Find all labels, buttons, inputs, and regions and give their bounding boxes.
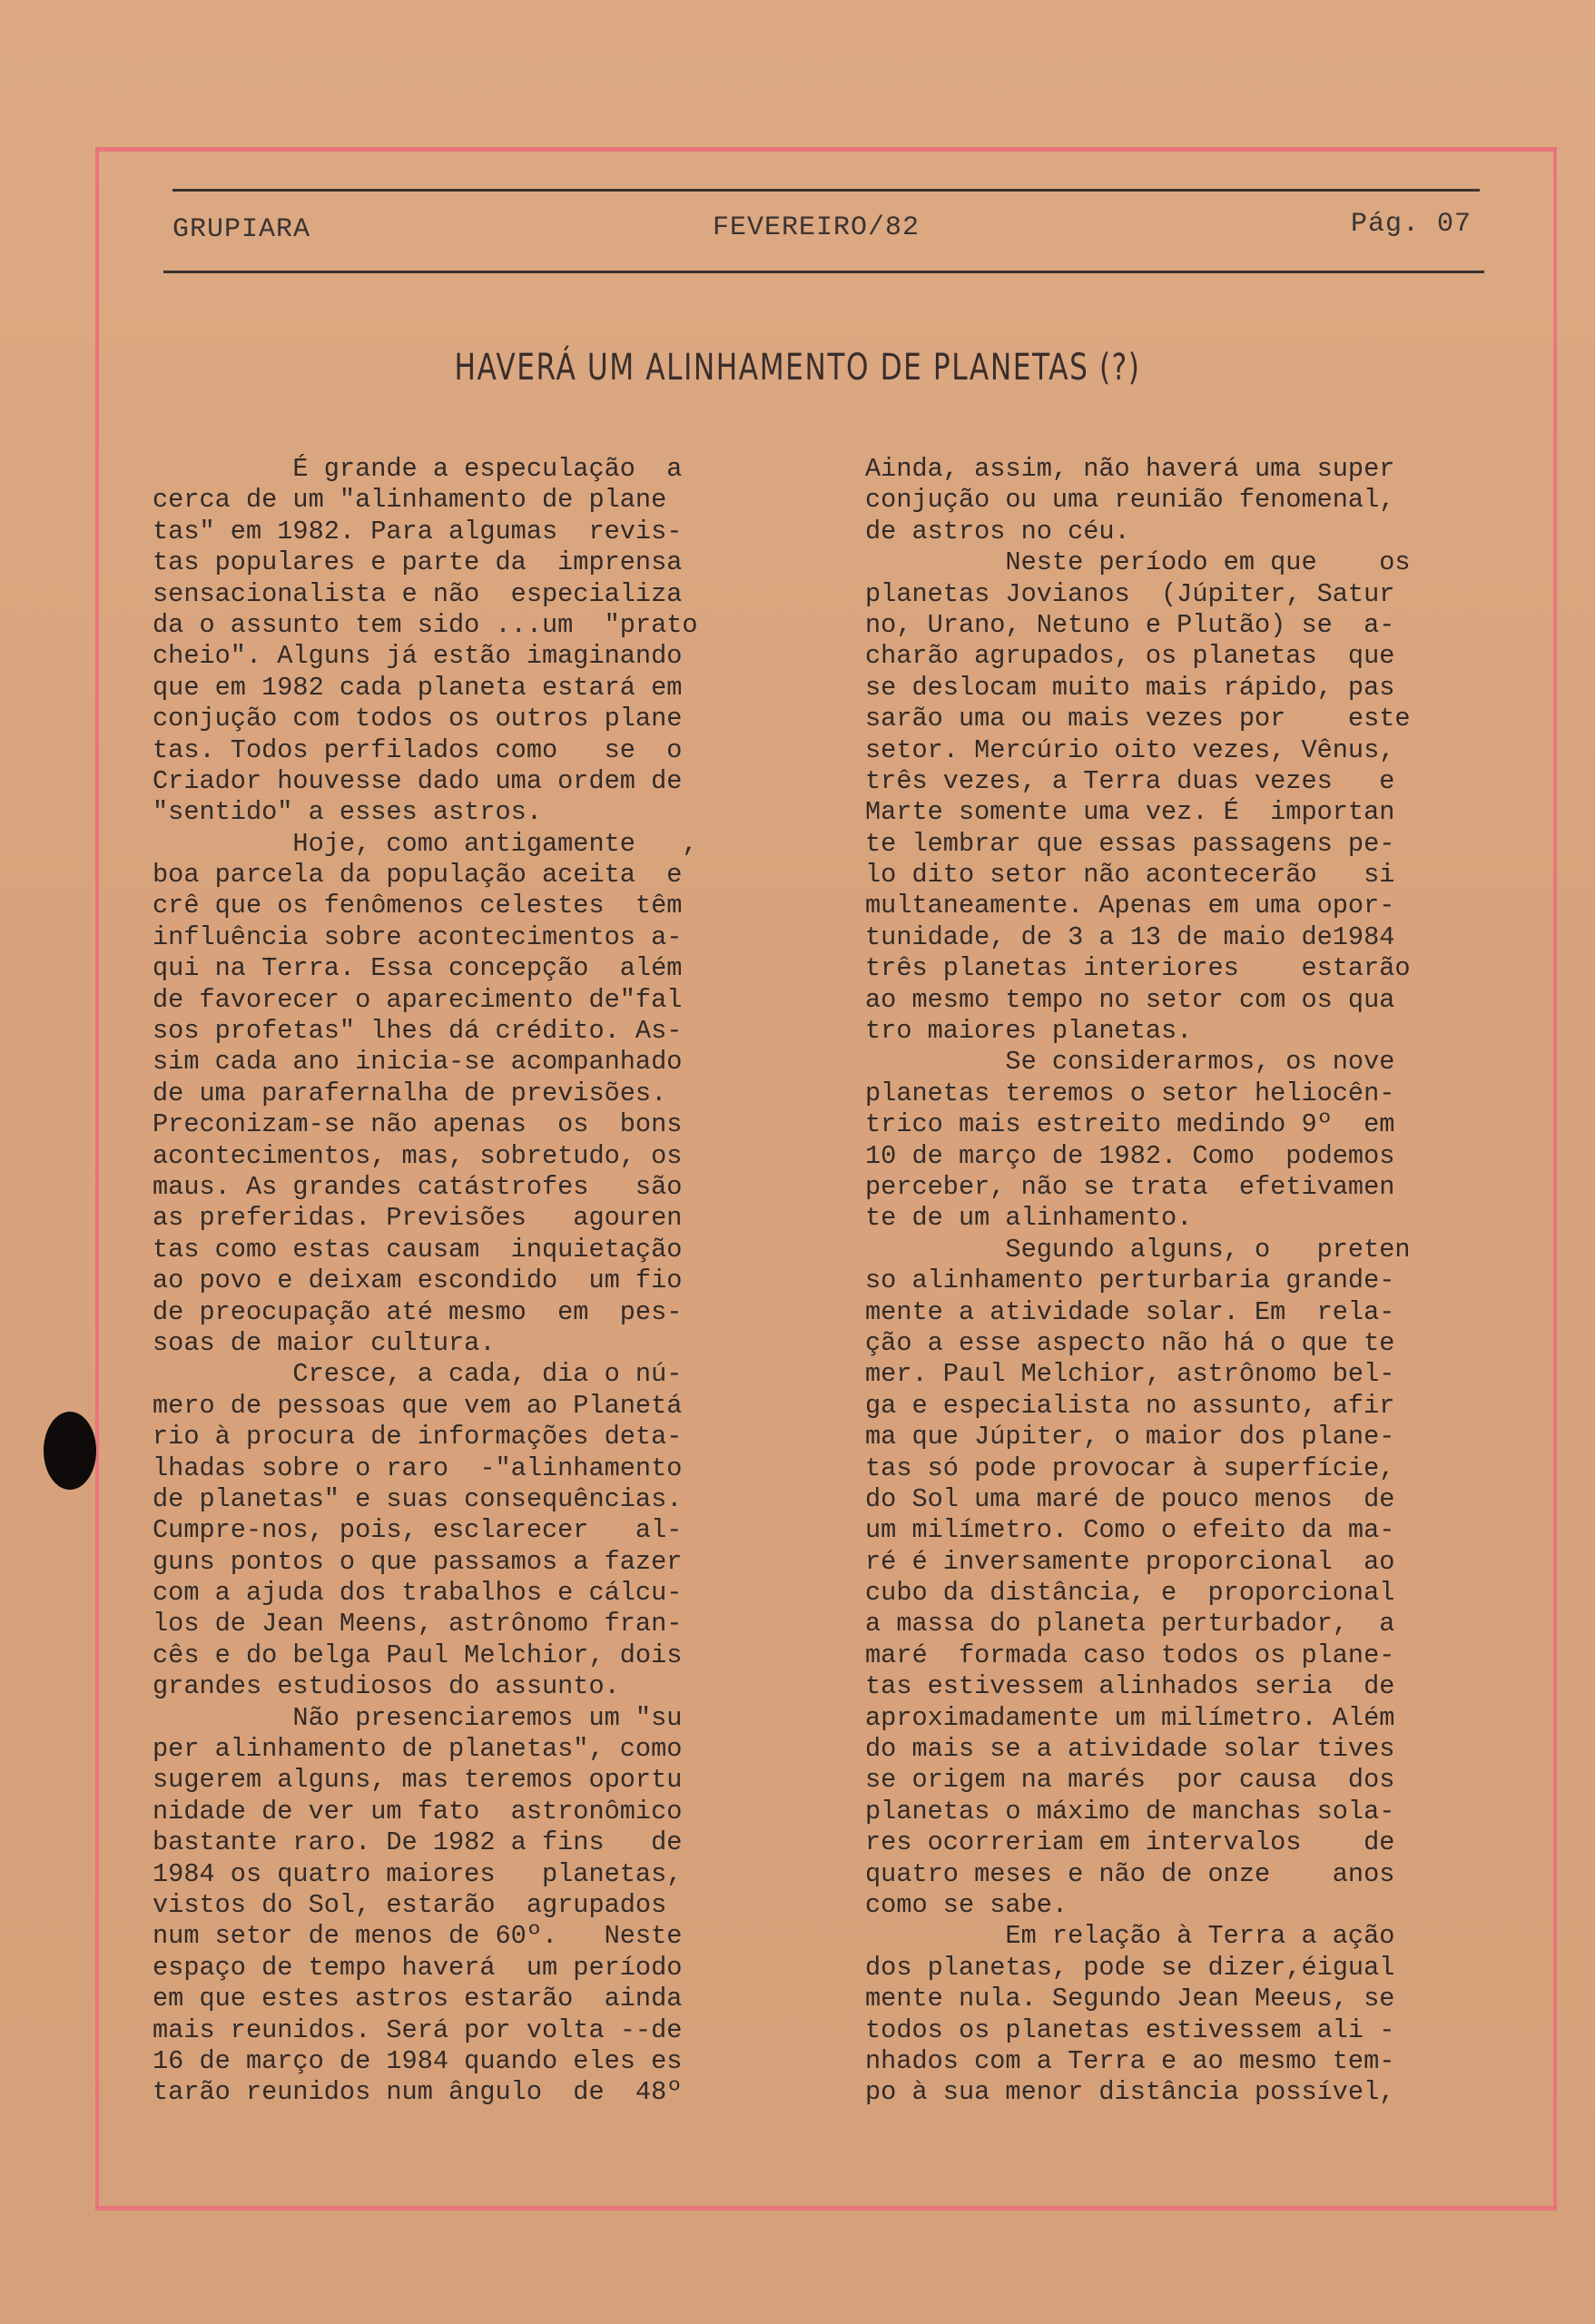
text-line: sensacionalista e não especializa [153, 578, 683, 609]
text-line: lhadas sobre o raro -"alinhamento [153, 1452, 683, 1483]
text-line: com a ajuda dos trabalhos e cálcu- [153, 1578, 683, 1609]
text-line: qui na Terra. Essa concepção além [153, 953, 683, 984]
text-line: ao mesmo tempo no setor com os qua [865, 984, 1395, 1015]
text-line: lo dito setor não acontecerão si [865, 860, 1395, 891]
text-line: de astros no céu. [865, 516, 1130, 547]
article-left-column [153, 454, 799, 2109]
text-line: dos planetas, pode se dizer,éigual [865, 1952, 1395, 1983]
text-line: soas de maior cultura. [153, 1327, 496, 1358]
text-line: tas como estas causam inquietação [153, 1234, 683, 1265]
text-line: se deslocam muito mais rápido, pas [865, 672, 1395, 703]
text-line: ao povo e deixam escondido um fio [153, 1265, 683, 1296]
text-line: per alinhamento de planetas", como [153, 1734, 683, 1765]
text-line: Em relação à Terra a ação [865, 1921, 1395, 1952]
text-line: mente a atividade solar. Em rela- [865, 1296, 1395, 1327]
text-line: que em 1982 cada planeta estará em [153, 672, 683, 703]
publication-name: GRUPIARA [172, 214, 311, 245]
text-line: so alinhamento perturbaria grande- [865, 1265, 1395, 1296]
text-line: mais reunidos. Será por volta --de [153, 2014, 683, 2045]
text-line: tas populares e parte da imprensa [153, 547, 683, 578]
text-line: planetas o máximo de manchas sola- [865, 1796, 1395, 1827]
top-red-margin [95, 147, 1557, 152]
text-line: "sentido" a esses astros. [153, 797, 542, 828]
text-line: Se considerarmos, os nove [865, 1047, 1395, 1078]
text-line: de planetas" e suas consequências. [153, 1483, 683, 1514]
text-line: vistos do Sol, estarão agrupados [153, 1889, 667, 1920]
text-line: Criador houvesse dado uma ordem de [153, 765, 683, 796]
text-line: te de um alinhamento. [865, 1203, 1193, 1234]
text-line: 1984 os quatro maiores planetas, [153, 1858, 683, 1889]
text-line: influência sobre acontecimentos a- [153, 921, 683, 952]
text-line: tro maiores planetas. [865, 1016, 1193, 1047]
header-bottom-rule [163, 271, 1484, 273]
right-red-margin [1553, 147, 1557, 2210]
text-line: se origem na marés por causa dos [865, 1765, 1395, 1796]
text-line: tas. Todos perfilados como se o [153, 734, 683, 765]
text-line: charão agrupados, os planetas que [865, 641, 1395, 672]
text-line: tas" em 1982. Para algumas revis- [153, 516, 683, 547]
text-line: É grande a especulação a [153, 454, 683, 484]
text-line: planetas Jovianos (Júpiter, Satur [865, 578, 1395, 609]
text-line: ré é inversamente proporcional ao [865, 1546, 1395, 1577]
text-line: como se sabe. [865, 1889, 1068, 1920]
text-line: planetas teremos o setor heliocên- [865, 1078, 1395, 1108]
text-line: três vezes, a Terra duas vezes e [865, 765, 1395, 796]
article-title: HAVERÁ UM ALINHAMENTO DE PLANETAS (?) [454, 347, 1141, 389]
left-red-margin [95, 147, 99, 2210]
text-line: Segundo alguns, o preten [865, 1234, 1411, 1265]
bottom-red-margin [95, 2206, 1557, 2211]
text-line: res ocorreriam em intervalos de [865, 1827, 1395, 1858]
text-line: conjução com todos os outros plane [153, 704, 683, 734]
text-line: crê que os fenômenos celestes têm [153, 891, 683, 921]
text-line: tunidade, de 3 a 13 de maio de1984 [865, 921, 1395, 952]
issue-date: FEVEREIRO/82 [713, 212, 921, 243]
text-line: sugerem alguns, mas teremos oportu [153, 1765, 683, 1796]
text-line: a massa do planeta perturbador, a [865, 1609, 1395, 1640]
text-line: aproximadamente um milímetro. Além [865, 1702, 1395, 1733]
text-line: no, Urano, Netuno e Plutão) se a- [865, 609, 1395, 640]
text-line: Preconizam-se não apenas os bons [153, 1109, 683, 1140]
text-line: mente nula. Segundo Jean Meeus, se [865, 1984, 1395, 2014]
text-line: 10 de março de 1982. Como podemos [865, 1140, 1395, 1171]
text-line: quatro meses e não de onze anos [865, 1858, 1395, 1889]
text-line: grandes estudiosos do assunto. [153, 1671, 620, 1702]
text-line: multaneamente. Apenas em uma opor- [865, 891, 1395, 921]
text-line: três planetas interiores estarão [865, 953, 1411, 984]
text-line: do mais se a atividade solar tives [865, 1734, 1395, 1765]
text-line: da o assunto tem sido ...um "prato [153, 609, 698, 640]
text-line: ga e especialista no assunto, afir [865, 1390, 1395, 1421]
text-line: 16 de março de 1984 quando eles es [153, 2045, 683, 2076]
text-line: tas estivessem alinhados seria de [865, 1671, 1395, 1702]
text-line: cerca de um "alinhamento de plane [153, 485, 667, 516]
text-line: trico mais estreito medindo 9º em [865, 1109, 1395, 1140]
text-line: bastante raro. De 1982 a fins de [153, 1827, 683, 1858]
text-line: todos os planetas estivessem ali - [865, 2014, 1395, 2045]
text-line: espaço de tempo haverá um período [153, 1952, 683, 1983]
text-line: sarão uma ou mais vezes por este [865, 704, 1411, 734]
text-line: ma que Júpiter, o maior dos plane- [865, 1422, 1395, 1452]
text-line: Não presenciaremos um "su [153, 1702, 683, 1733]
text-line: Cumpre-nos, pois, esclarecer al- [153, 1515, 683, 1546]
text-line: em que estes astros estarão ainda [153, 1984, 683, 2014]
text-line: do Sol uma maré de pouco menos de [865, 1483, 1395, 1514]
text-line: num setor de menos de 60º. Neste [153, 1921, 683, 1952]
text-line: tarão reunidos num ângulo de 48º [153, 2077, 683, 2108]
text-line: cheio". Alguns já estão imaginando [153, 641, 683, 672]
text-line: as preferidas. Previsões agouren [153, 1203, 683, 1234]
text-line: mer. Paul Melchior, astrônomo bel- [865, 1359, 1395, 1390]
text-line: po à sua menor distância possível, [865, 2077, 1395, 2108]
text-line: de uma parafernalha de previsões. [153, 1078, 667, 1108]
text-line: setor. Mercúrio oito vezes, Vênus, [865, 734, 1395, 765]
text-line: mero de pessoas que vem ao Planetá [153, 1390, 683, 1421]
text-line: maré formada caso todos os plane- [865, 1640, 1395, 1670]
text-line: los de Jean Meens, astrônomo fran- [153, 1609, 683, 1640]
text-line: sim cada ano inicia-se acompanhado [153, 1047, 683, 1078]
text-line: de preocupação até mesmo em pes- [153, 1296, 683, 1327]
text-line: nhados com a Terra e ao mesmo tem- [865, 2045, 1395, 2076]
text-line: nidade de ver um fato astronômico [153, 1796, 683, 1827]
header-top-rule [172, 189, 1480, 192]
text-line: guns pontos o que passamos a fazer [153, 1546, 683, 1577]
article-right-column [865, 454, 1511, 2109]
text-line: acontecimentos, mas, sobretudo, os [153, 1140, 683, 1171]
text-line: maus. As grandes catástrofes são [153, 1171, 683, 1202]
text-line: Neste período em que os [865, 547, 1411, 578]
text-line: conjução ou uma reunião fenomenal, [865, 485, 1395, 516]
text-line: Hoje, como antigamente , [153, 828, 698, 859]
text-line: boa parcela da população aceita e [153, 860, 683, 891]
text-line: cubo da distância, e proporcional [865, 1578, 1395, 1609]
text-line: tas só pode provocar à superfície, [865, 1452, 1395, 1483]
text-line: perceber, não se trata efetivamen [865, 1171, 1395, 1202]
text-line: cês e do belga Paul Melchior, dois [153, 1640, 683, 1670]
text-line: te lembrar que essas passagens pe- [865, 828, 1395, 859]
text-line: sos profetas" lhes dá crédito. As- [153, 1016, 683, 1047]
text-line: Cresce, a cada, dia o nú- [153, 1359, 683, 1390]
text-line: de favorecer o aparecimento de"fal [153, 984, 683, 1015]
binder-hole [44, 1412, 96, 1490]
text-line: Ainda, assim, não haverá uma super [865, 454, 1395, 484]
page-number: Pág. 07 [1351, 209, 1472, 240]
text-line: rio à procura de informações deta- [153, 1422, 683, 1452]
text-line: um milímetro. Como o efeito da ma- [865, 1515, 1395, 1546]
text-line: ção a esse aspecto não há o que te [865, 1327, 1395, 1358]
text-line: Marte somente uma vez. É importan [865, 797, 1395, 828]
